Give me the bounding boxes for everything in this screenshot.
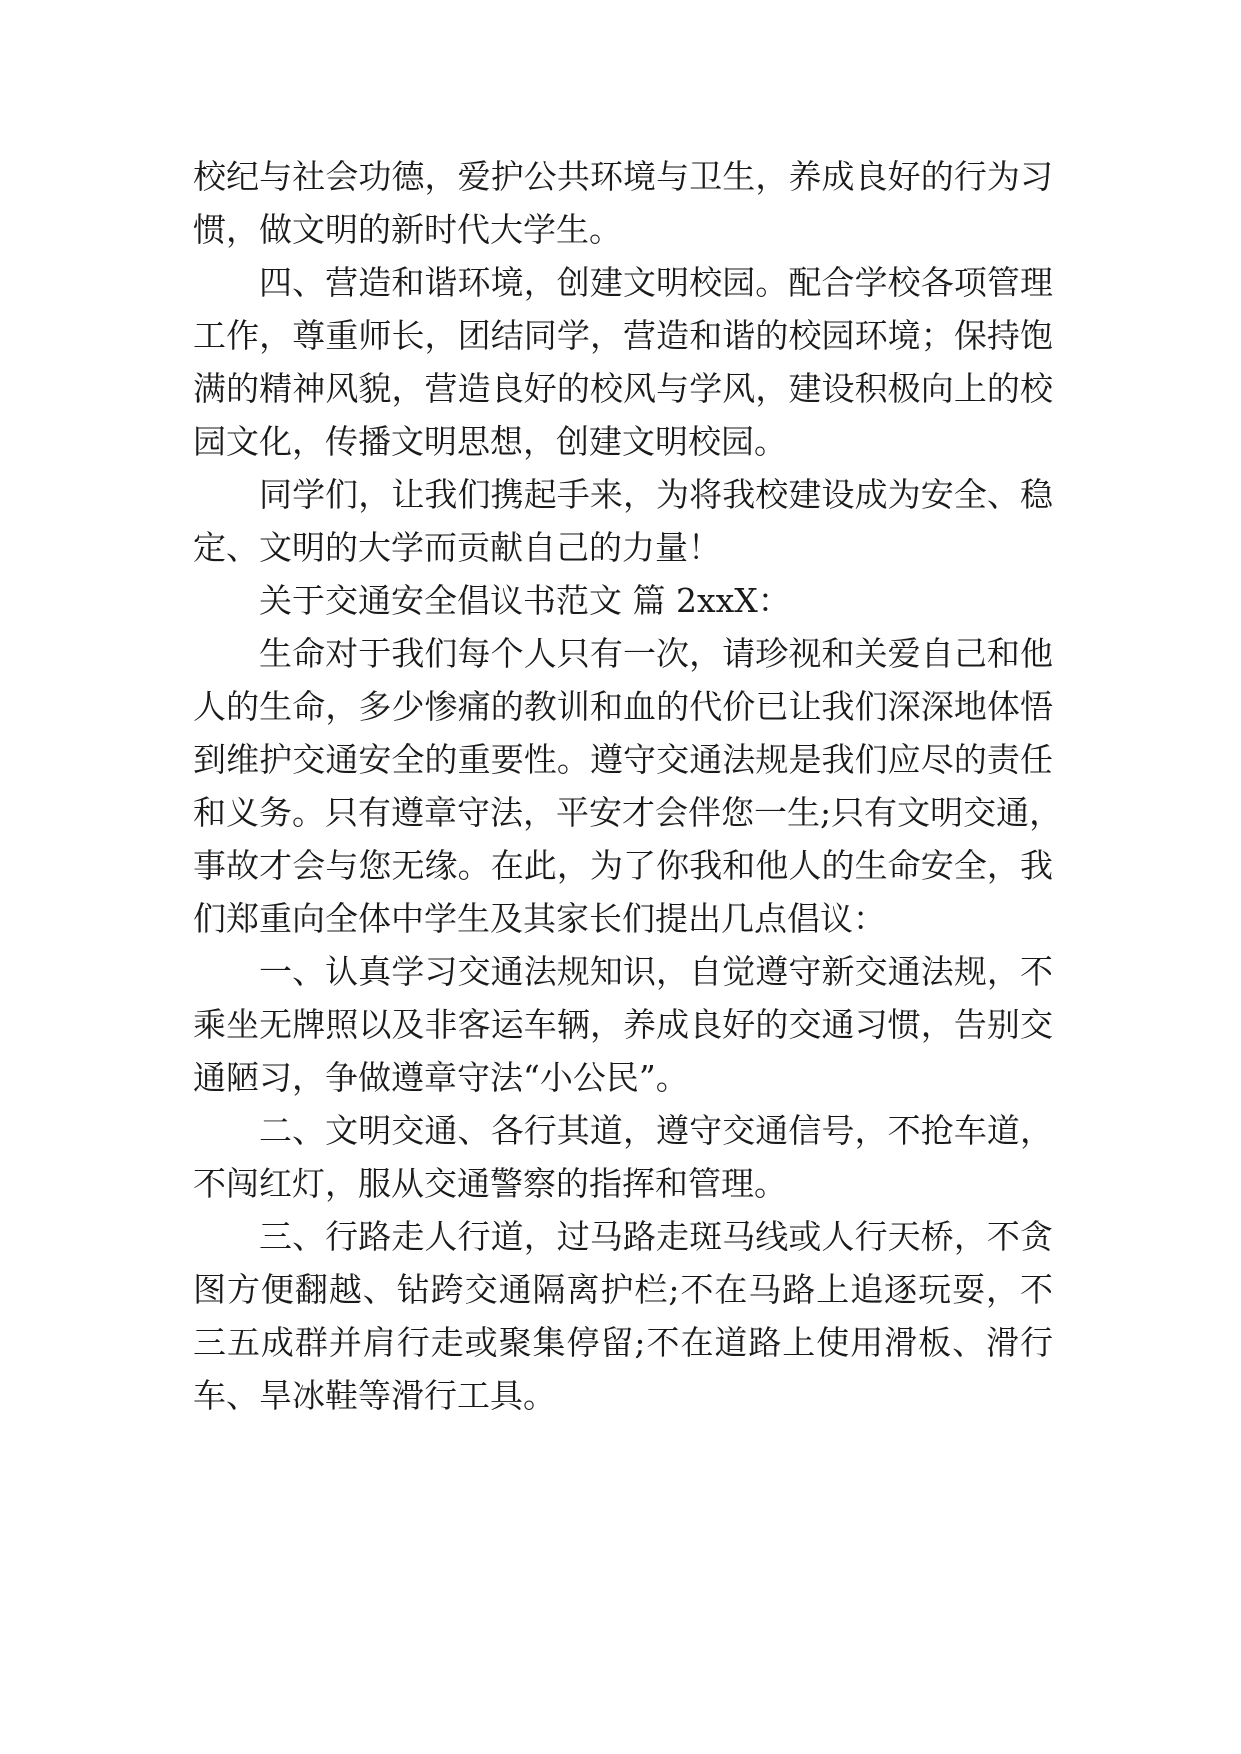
- text-line: 园文化，传播文明思想，创建文明校园。: [193, 422, 787, 461]
- text-line: 校纪与社会功德，爱护公共环境与卫生，养成良好的行为习: [193, 157, 1053, 196]
- text-line: 乘坐无牌照以及非客运车辆，养成良好的交通习惯，告别交: [193, 1005, 1053, 1044]
- text-line: 生命对于我们每个人只有一次，请珍视和关爱自己和他: [259, 634, 1053, 673]
- text-line: 通陋习，争做遵章守法“小公民”。: [193, 1058, 689, 1097]
- text-line: 不闯红灯，服从交通警察的指挥和管理。: [193, 1164, 787, 1203]
- text-line: 车、旱冰鞋等滑行工具。: [193, 1376, 556, 1415]
- text-line: 到维护交通安全的重要性。遵守交通法规是我们应尽的责任: [193, 740, 1053, 779]
- text-line: 图方便翻越、钻跨交通隔离护栏;不在马路上追逐玩耍，不: [193, 1270, 1053, 1309]
- text-line: 四、营造和谐环境，创建文明校园。配合学校各项管理: [259, 263, 1053, 302]
- text-line: 们郑重向全体中学生及其家长们提出几点倡议：: [193, 899, 886, 938]
- text-line: 惯，做文明的新时代大学生。: [193, 210, 622, 249]
- text-line: 和义务。只有遵章守法，平安才会伴您一生;只有文明交通，: [193, 793, 1063, 832]
- section-heading: 关于交通安全倡议书范文 篇 2xxX：: [259, 581, 791, 620]
- text-line: 满的精神风貌，营造良好的校风与学风，建设积极向上的校: [193, 369, 1053, 408]
- text-line: 事故才会与您无缘。在此，为了你我和他人的生命安全，我: [193, 846, 1053, 885]
- text-line: 人的生命，多少惨痛的教训和血的代价已让我们深深地体悟: [193, 687, 1053, 726]
- text-line: 三、行路走人行道，过马路走斑马线或人行天桥，不贪: [259, 1217, 1053, 1256]
- text-line: 二、文明交通、各行其道，遵守交通信号，不抢车道，: [259, 1111, 1053, 1150]
- text-line: 同学们，让我们携起手来，为将我校建设成为安全、稳: [259, 475, 1053, 514]
- text-line: 工作，尊重师长，团结同学，营造和谐的校园环境；保持饱: [193, 316, 1053, 355]
- text-line: 定、文明的大学而贡献自己的力量！: [193, 528, 721, 567]
- text-line: 三五成群并肩行走或聚集停留;不在道路上使用滑板、滑行: [193, 1323, 1053, 1362]
- text-line: 一、认真学习交通法规知识，自觉遵守新交通法规，不: [259, 952, 1053, 991]
